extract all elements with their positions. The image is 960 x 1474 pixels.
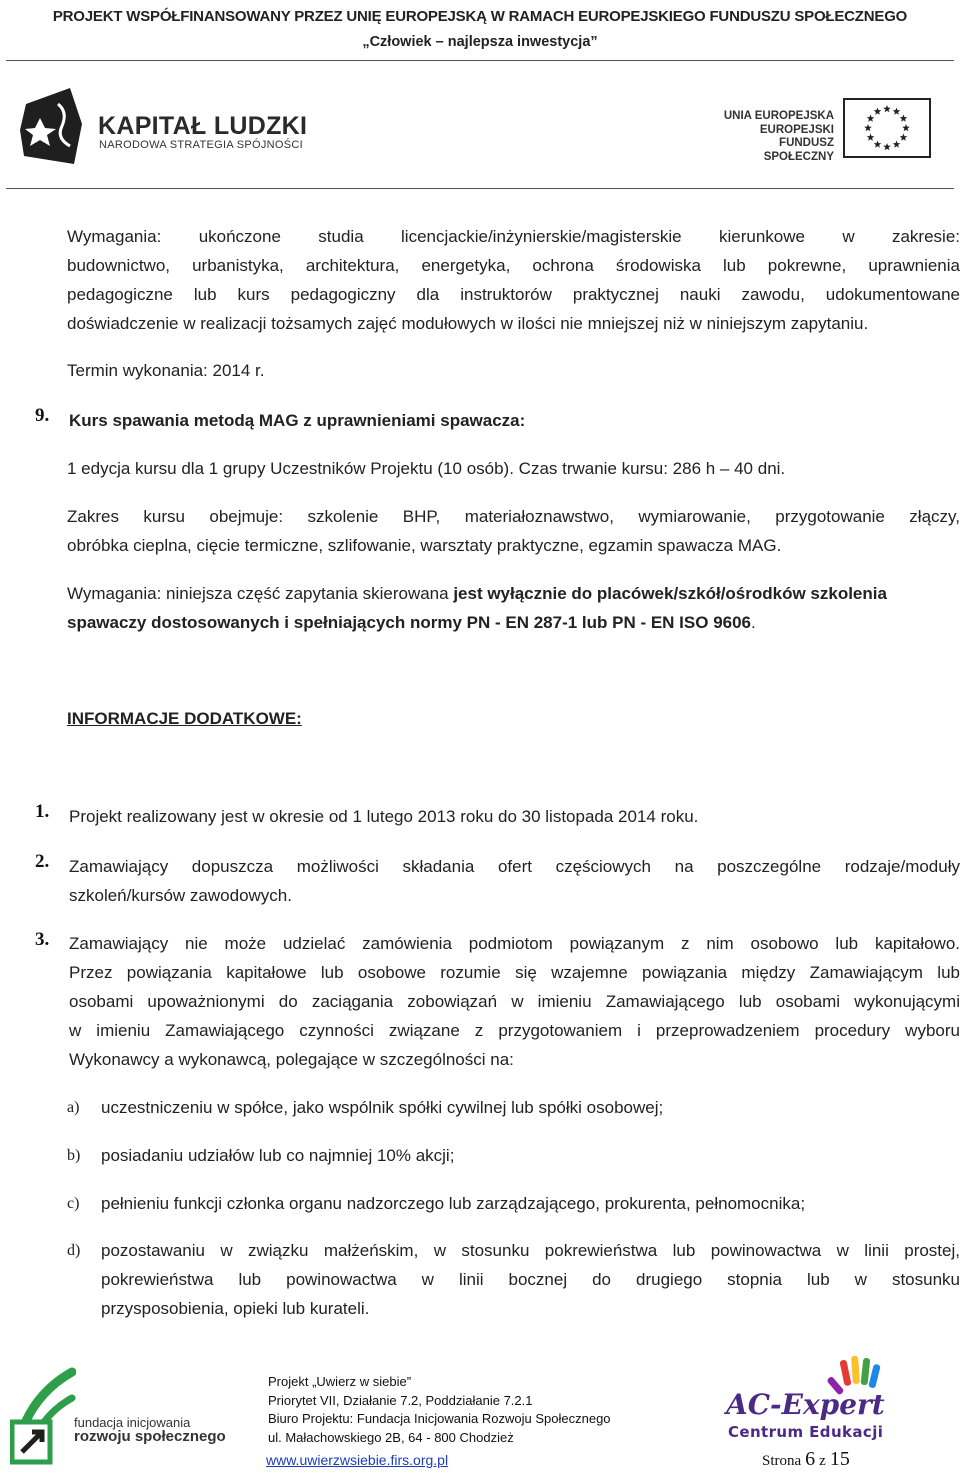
info-item-3-line-4: w imieniu Zamawiającego czynności związane z przygotowaniem i przeprowadzeniem procedury wyboru [69,1021,960,1040]
page-word: Strona [762,1453,802,1469]
eu-line-3: FUNDUSZ SPOŁECZNY [763,137,834,163]
footer-project-info [268,1373,611,1447]
info-heading: INFORMACJE DODATKOWE: [67,709,302,728]
section-9-edition: 1 edycja kursu dla 1 grupy Uczestników Projektu (10 osób). Czas trwanie kursu: 286 h – 40 dni. [67,459,786,478]
header-divider [6,60,954,61]
page-number [762,1448,850,1471]
sub-item-b-letter: b) [67,1147,81,1164]
header-cofinancing-line: PROJEKT WSPÓŁFINANSOWANY PRZEZ UNIĘ EUROPEJSKĄ W RAMACH EUROPEJSKIEGO FUNDUSZU SPOŁECZNEGO [52,8,908,25]
sub-item-a-text: uczestniczeniu w spółce, jako wspólnik spółki cywilnej lub spółki osobowej; [101,1098,664,1117]
page-of: z [819,1453,826,1469]
footer-office: Biuro Projektu: Fundacja Inicjowania Rozwoju Społecznego [268,1411,611,1426]
fundacja-line-1: fundacja inicjowania [74,1415,191,1430]
eu-line-1: UNIA EUROPEJSKA [723,110,834,122]
section-9-scope-line-2: obróbka cieplna, cięcie termiczne, szlifowanie, warsztaty praktyczne, egzamin spawacza MAG. [67,536,782,555]
eu-logo-text [714,110,834,164]
info-item-2-line-2: szkoleń/kursów zawodowych. [69,886,292,905]
info-item-1-number: 1. [35,801,50,822]
info-item-1-line-1: Projekt realizowany jest w okresie od 1 lutego 2013 roku do 30 listopada 2014 roku. [69,807,699,826]
info-item-3-line-3: osobami upoważnionymi do zaciągania zobowiązań w imieniu Zamawiającego lub osobami wykonującymi [69,992,960,1011]
footer-project: Projekt „Uwierz w siebie” [268,1374,412,1389]
section-9-title: Kurs spawania metodą MAG z uprawnieniami spawacza: [69,411,526,430]
fundacja-line-2: rozwoju społecznego [74,1428,226,1445]
header-slogan: „Człowiek – najlepsza inwestycja” [362,34,598,50]
info-item-2-line-1: Zamawiający dopuszcza możliwości składania ofert częściowych na poszczególne rodzaje/moduły [69,857,960,876]
page-current: 6 [805,1448,816,1470]
section-9-req-bold-2: spawaczy dostosowanych i spełniających normy PN - EN 287-1 lub PN - EN ISO 9606 [67,613,752,632]
sub-item-c-text: pełnieniu funkcji członka organu nadzorczego lub zarządzającego, prokurenta, pełnomocnika; [101,1194,806,1213]
section-9-req-prefix: Wymagania: niniejsza część zapytania skierowana [67,584,454,603]
footer-website-link[interactable]: www.uwierzwsiebie.firs.org.pl [266,1452,449,1468]
eu-flag-icon [843,98,931,158]
header-bottom-divider [6,188,954,189]
req8-line-2: budownictwo, urbanistyka, architektura, energetyka, ochrona środowiska lub pokrewne, uprawnienia [67,256,960,275]
req8-line-4: doświadczenie w realizacji tożsamych zajęć modułowych w ilości nie mniejszej niż w niniejszym zapytaniu. [67,314,869,333]
sub-item-d-line-2: pokrewieństwa lub powinowactwa w linii bocznej do drugiego stopnia lub w stosunku [101,1270,960,1289]
ac-expert-title: AC-Expert [726,1388,885,1421]
info-item-3-line-5: Wykonawcy a wykonawcą, polegające w szczególności na: [69,1050,514,1069]
section-9-req-end: . [751,613,756,632]
section-9-requirements-line-1 [67,579,887,608]
info-item-2-number: 2. [35,851,50,872]
section-9-scope-line-1: Zakres kursu obejmuje: szkolenie BHP, materiałoznawstwo, wymiarowanie, przygotowanie złączy, [67,507,960,526]
section-9-req-bold-1: jest wyłącznie do placówek/szkół/ośrodków szkolenia [453,584,887,603]
sub-item-d-line-3: przysposobienia, opieki lub kurateli. [101,1299,370,1318]
req8-line-3: pedagogiczne lub kurs pedagogiczny dla instruktorów praktycznej nauki zawodu, udokumentowane [67,285,960,304]
info-item-3-line-1: Zamawiający nie może udzielać zamówienia podmiotom powiązanym z nim osobowo lub kapitałowo. [69,934,960,953]
eu-line-2: EUROPEJSKI [759,123,834,136]
fundacja-logo-text [74,1416,226,1444]
kapital-ludzki-title: KAPITAŁ LUDZKI [98,112,308,140]
footer-address: ul. Małachowskiego 2B, 64 - 800 Chodzież [268,1429,514,1445]
page-total: 15 [829,1448,850,1470]
kapital-ludzki-subtitle: NARODOWA STRATEGIA SPÓJNOŚCI [99,139,303,151]
kapital-ludzki-logo-icon [18,84,84,168]
info-item-3-number: 3. [35,929,50,950]
req8-line-1: Wymagania: ukończone studia licencjackie/inżynierskie/magisterskie kierunkowe w zakresie: [67,227,960,246]
sub-item-c-letter: c) [67,1195,80,1212]
info-item-3-line-2: Przez powiązania kapitałowe lub osobowe rozumie się wzajemne powiązania między Zamawiającym lub [69,963,960,982]
footer-priority: Priorytet VII, Działanie 7.2, Poddziałanie 7.2.1 [268,1392,533,1408]
section-9-number: 9. [35,405,50,426]
sub-item-d-line-1: pozostawaniu w związku małżeńskim, w stosunku pokrewieństwa lub powinowactwa w linii prostej, [101,1241,960,1260]
sub-item-b-text: posiadaniu udziałów lub co najmniej 10% akcji; [101,1146,455,1165]
ac-expert-subtitle: Centrum Edukacji [728,1423,884,1441]
sub-item-a-letter: a) [67,1099,80,1116]
section-9-requirements-line-2 [67,608,756,637]
sub-item-d-letter: d) [67,1242,81,1259]
termin-wykonania: Termin wykonania: 2014 r. [67,361,265,380]
fundacja-logo-icon [10,1362,76,1466]
